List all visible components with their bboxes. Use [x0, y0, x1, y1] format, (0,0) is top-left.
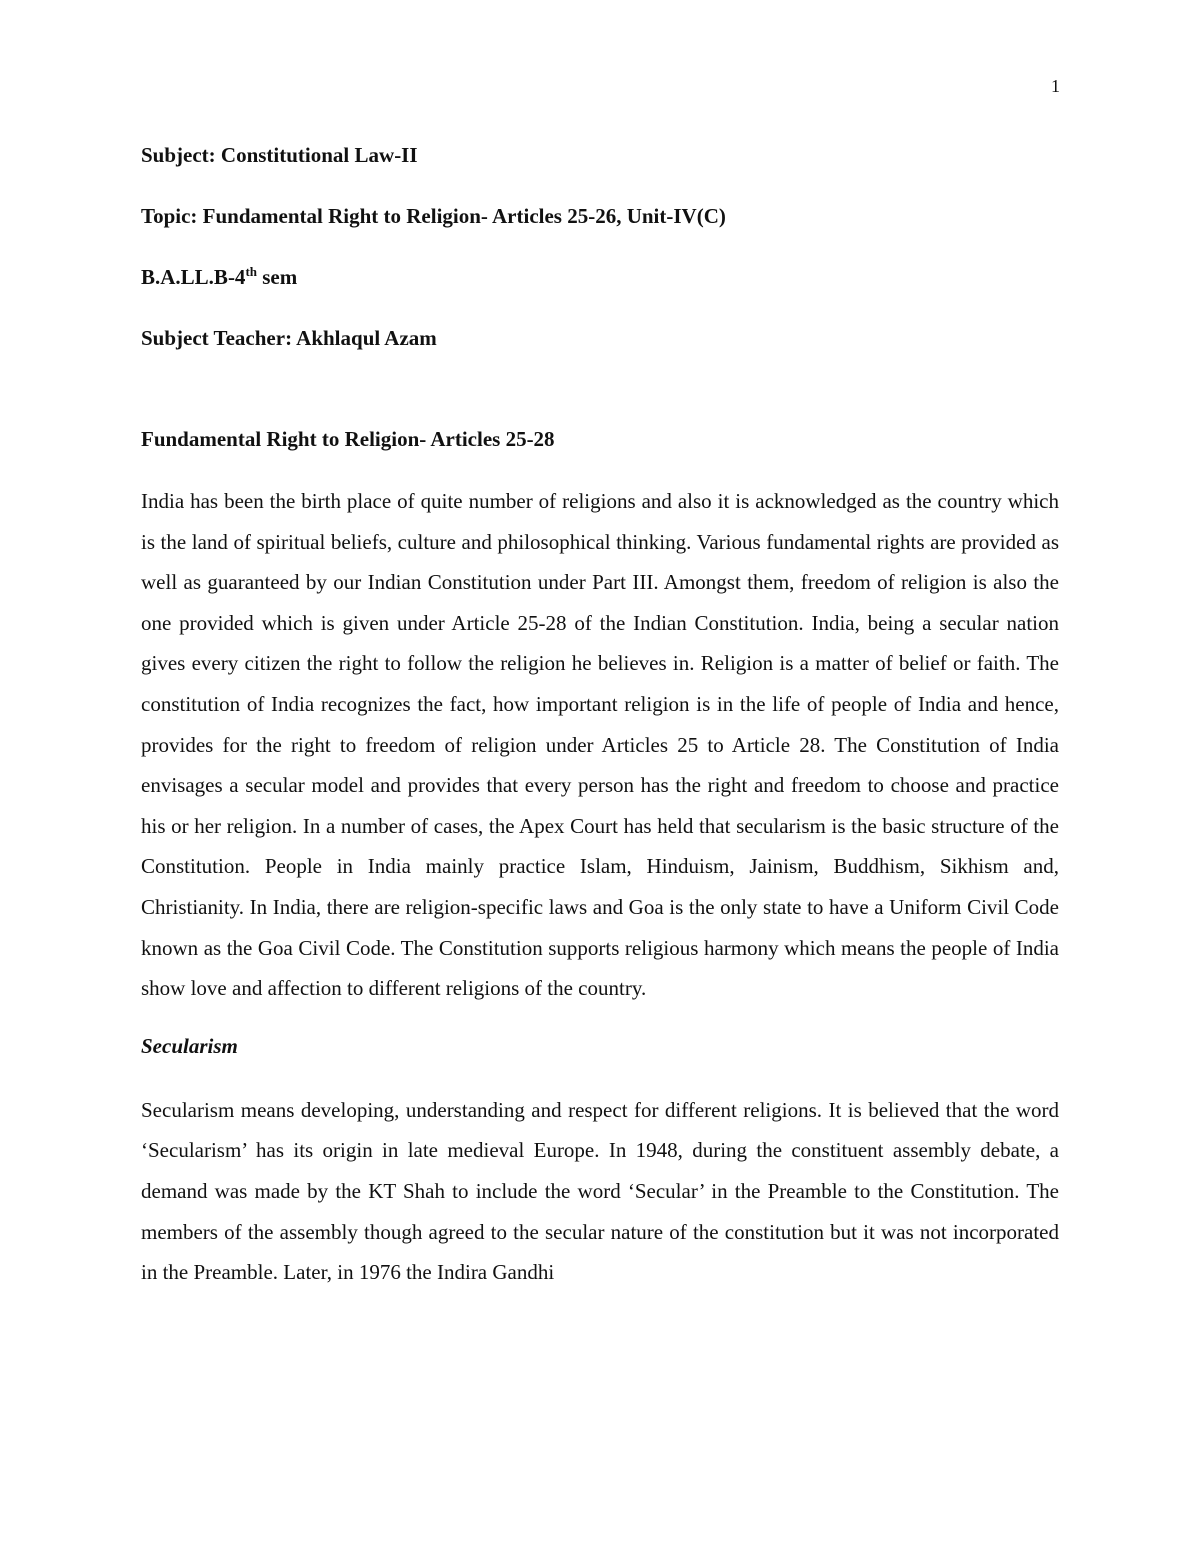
course-suffix: sem: [257, 265, 298, 289]
course-line: [141, 262, 1059, 292]
section-heading-religion: Fundamental Right to Religion- Articles 25-28: [141, 427, 555, 451]
page-number: 1: [1051, 76, 1060, 96]
course-superscript: th: [245, 264, 257, 279]
section-heading-secularism: Secularism: [141, 1033, 238, 1058]
subject-line: Subject: Constitutional Law-II: [141, 143, 418, 167]
course-prefix: B.A.LL.B-4: [141, 265, 246, 289]
topic-line: Topic: Fundamental Right to Religion- Articles 25-26, Unit-IV(C): [141, 204, 726, 228]
teacher-line: Subject Teacher: Akhlaqul Azam: [141, 326, 437, 350]
paragraph-religion: India has been the birth place of quite number of religions and also it is acknowledged as the country which is the land of spiritual beliefs, culture and philosophical thinking. Various fundamental rights are provided as well as guaranteed by our Indian Constitution under Part III. Amongst them, freedom of religion is also the one provided which is given under Article 25-28 of the Indian Constitution. India, being a secular nation gives every citizen the right to follow the religion he believes in. Religion is a matter of belief or faith. The constitution of India recognizes the fact, how important religion is in the life of people of India and hence, provides for the right to freedom of religion under Articles 25 to Article 28. The Constitution of India envisages a secular model and provides that every person has the right and freedom to choose and practice his or her religion. In a number of cases, the Apex Court has held that secularism is the basic structure of the Constitution. People in India mainly practice Islam, Hinduism, Jainism, Buddhism, Sikhism and, Christianity. In India, there are religion-specific laws and Goa is the only state to have a Uniform Civil Code known as the Goa Civil Code. The Constitution supports religious harmony which means the people of India show love and affection to different religions of the country.: [141, 489, 1059, 1001]
paragraph-secularism: Secularism means developing, understanding and respect for different religions. It is believed that the word ‘Secularism’ has its origin in late medieval Europe. In 1948, during the constituent assembly debate, a demand was made by the KT Shah to include the word ‘Secular’ in the Preamble to the Constitution. The members of the assembly though agreed to the secular nature of the constitution but it was not incorporated in the Preamble. Later, in 1976 the Indira Gandhi: [141, 1097, 1059, 1285]
page-content: [141, 140, 1059, 1293]
